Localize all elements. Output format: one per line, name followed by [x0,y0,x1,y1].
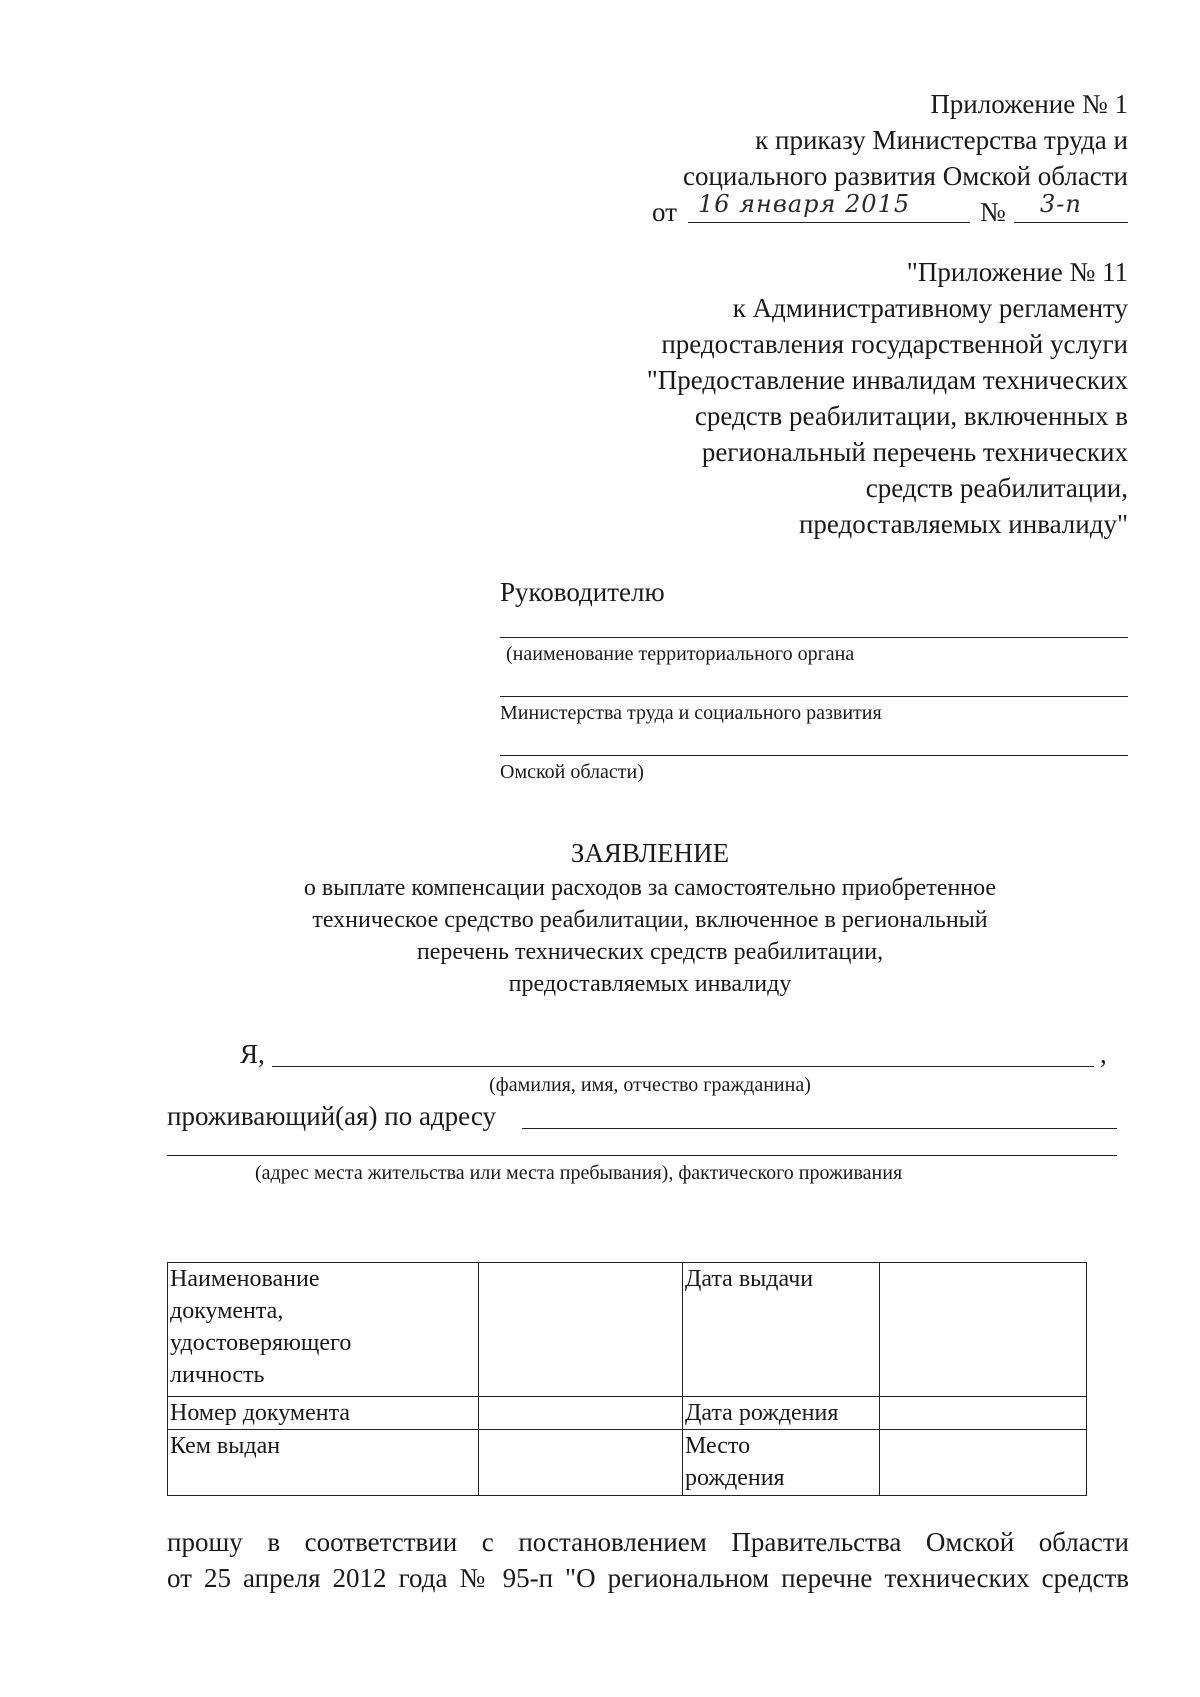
statement-subtitle-1: о выплате компенсации расходов за самостоятельно приобретенное [303,875,997,901]
appendix11-line: предоставляемых инвалиду" [798,509,1128,539]
appendix11-line: предоставления государственной услуги [661,329,1128,359]
doc-name-label-line: удостоверяющего [170,1330,352,1356]
appendix11-block [647,254,1128,542]
number-underline [1014,222,1128,223]
doc-number-value[interactable] [479,1397,683,1430]
applicant-name-hint: (фамилия, имя, отчество гражданина) [489,1074,811,1096]
statement-subtitle-2: техническое средство реабилитации, включенное в региональный [312,907,988,933]
birth-place-label-line: рождения [685,1465,785,1491]
addressee-hint-1: (наименование территориального органа [506,643,855,665]
birth-date-label: Дата рождения [683,1397,880,1430]
issue-date-value[interactable] [880,1263,1087,1397]
addressee-line-3 [500,755,1128,756]
issued-by-label: Кем выдан [168,1430,479,1496]
addressee-hint-3: Омской области) [500,761,644,783]
statement-subtitle-4: предоставляемых инвалиду [508,971,792,997]
date-underline [688,222,970,223]
address-label: проживающий(ая) по адресу [167,1101,496,1131]
appendix11-line: "Предоставление инвалидам технических [646,365,1128,395]
appendix11-line: средств реабилитации, включенных в [694,401,1128,431]
birth-place-label [683,1430,880,1496]
birth-place-label-line: Место [685,1433,751,1459]
appendix-title: Приложение № 1 [930,89,1128,119]
applicant-name-line[interactable] [272,1066,1094,1067]
appendix-ref-line: к приказу Министерства труда и [755,125,1128,155]
appendix11-line: средств реабилитации, [865,473,1128,503]
applicant-i-label: Я, [240,1039,265,1069]
address-line-1[interactable] [522,1128,1117,1129]
number-label: № [980,197,1006,227]
addressee-title: Руководителю [500,577,665,607]
doc-name-label [168,1263,479,1397]
statement-subtitle-3: перечень технических средств реабилитации, [416,939,884,965]
table-row [168,1430,1087,1496]
from-label: от [652,197,677,227]
applicant-name-comma: , [1100,1039,1107,1069]
appendix11-line: региональный перечень технических [701,437,1128,467]
order-number-handwritten: 3-п [1040,190,1082,218]
doc-name-label-line: Наименование [170,1266,320,1292]
table-row [168,1397,1087,1430]
body-text-line-1: прошу в соответствии с постановлением Правительства Омской области [167,1527,1129,1557]
statement-title: ЗАЯВЛЕНИЕ [570,838,730,868]
addressee-hint-2: Министерства труда и социального развития [500,702,882,724]
birth-place-value[interactable] [880,1430,1087,1496]
identity-document-table [167,1262,1087,1496]
appendix-ministry-line: социального развития Омской области [682,161,1128,191]
doc-name-label-line: документа, [170,1298,284,1324]
address-line-2[interactable] [167,1155,1117,1156]
issue-date-label: Дата выдачи [683,1263,880,1397]
issued-by-value[interactable] [479,1430,683,1496]
doc-number-label: Номер документа [168,1397,479,1430]
addressee-line-2 [500,696,1128,697]
body-text-line-2: от 25 апреля 2012 года № 95-п "О региональном перечне технических средств [167,1563,1129,1593]
addressee-line-1 [500,637,1128,638]
table-row [168,1263,1087,1397]
doc-name-value[interactable] [479,1263,683,1397]
appendix11-line: к Административному регламенту [732,293,1128,323]
order-date-handwritten: 16 января 2015 [698,190,911,218]
appendix11-line: "Приложение № 11 [906,257,1128,287]
doc-name-label-line: личность [170,1362,265,1388]
birth-date-value[interactable] [880,1397,1087,1430]
address-hint: (адрес места жительства или места пребывания), фактического проживания [255,1162,903,1184]
